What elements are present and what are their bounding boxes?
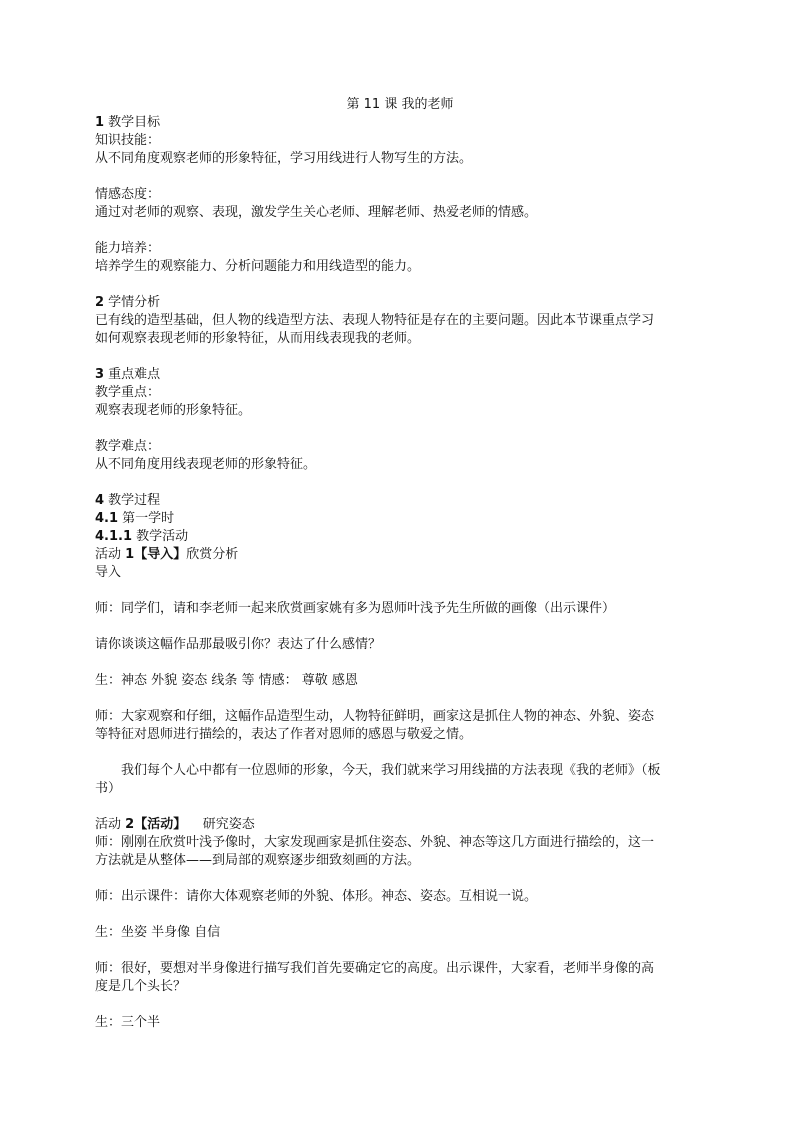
intro-label: 导入 <box>95 565 122 580</box>
section-4-title: 教学过程 <box>104 493 161 508</box>
emotion-label: 情感态度： <box>95 187 161 202</box>
activity-1-tag: 【导入】 <box>134 547 187 562</box>
subsection-4-1-1 <box>95 528 705 546</box>
subsection-4-1-number: 4.1 <box>95 511 119 526</box>
section-1-number: 1 <box>95 115 105 130</box>
document-page <box>95 96 705 1032</box>
ability-text: 培养学生的观察能力、分析问题能力和用线造型的能力。 <box>95 259 421 274</box>
difficulty-text: 从不同角度用线表现老师的形象特征。 <box>95 457 317 472</box>
activity-2-heading <box>95 816 705 834</box>
section-1-title: 教学目标 <box>104 115 161 130</box>
activity-1-heading <box>95 546 705 564</box>
paragraph-teacher-5-line-2: 度是几个头长？ <box>95 979 187 994</box>
paragraph-teacher-5-line-1: 师：很好，要想对半身像进行描写我们首先要确定它的高度。出示课件，大家看，老师半身像的高 <box>95 961 655 976</box>
ability-label: 能力培养： <box>95 241 161 256</box>
activity-2-title: 研究姿态 <box>186 817 255 832</box>
paragraph-intro-line-2: 书） <box>95 781 122 796</box>
section-2-heading <box>95 294 705 312</box>
paragraph-teacher-3-line-1: 师：刚刚在欣赏叶浅予像时，大家发现画家是抓住姿态、外貌、神态等这几方面进行描绘的，这一 <box>95 835 655 850</box>
subsection-4-1-1-title: 教学活动 <box>132 529 189 544</box>
emotion-text: 通过对老师的观察、表现，激发学生关心老师、理解老师、热爱老师的情感。 <box>95 205 538 220</box>
section-2-number: 2 <box>95 295 105 310</box>
section-3-heading <box>95 366 705 384</box>
section-4-heading <box>95 492 705 510</box>
subsection-4-1-1-number: 4.1.1 <box>95 529 133 544</box>
subsection-4-1-title: 第一学时 <box>118 511 175 526</box>
activity-1-title: 欣赏分析 <box>186 547 239 562</box>
analysis-line-2: 如何观察表现老师的形象特征，从而用线表现我的老师。 <box>95 331 421 346</box>
activity-2-prefix: 活动 <box>95 817 126 832</box>
knowledge-text: 从不同角度观察老师的形象特征，学习用线进行人物写生的方法。 <box>95 151 473 166</box>
paragraph-question: 请你谈谈这幅作品那最吸引你？表达了什么感情？ <box>95 637 382 652</box>
paragraph-teacher-4: 师：出示课件：请你大体观察老师的外貌、体形。神态、姿态。互相说一说。 <box>95 889 538 904</box>
activity-1-prefix: 活动 <box>95 547 126 562</box>
paragraph-student-3: 生：三个半 <box>95 1015 161 1030</box>
paragraph-teacher-2-line-2: 等特征对恩师进行描绘的，表达了作者对恩师的感恩与敬爱之情。 <box>95 727 473 742</box>
section-4-number: 4 <box>95 493 105 508</box>
knowledge-label: 知识技能： <box>95 133 161 148</box>
analysis-line-1: 已有线的造型基础，但人物的线造型方法、表现人物特征是存在的主要问题。因此本节课重点学习 <box>95 313 655 328</box>
paragraph-teacher-1: 师：同学们，请和李老师一起来欣赏画家姚有多为恩师叶浅予先生所做的画像（出示课件） <box>95 601 616 616</box>
paragraph-student-1: 生：神态 外貌 姿态 线条 等 情感： 尊敬 感恩 <box>95 673 358 688</box>
paragraph-teacher-3-line-2: 方法就是从整体——到局部的观察逐步细致刻画的方法。 <box>95 853 421 868</box>
section-2-title: 学情分析 <box>104 295 161 310</box>
activity-1-number: 1 <box>125 547 135 562</box>
activity-2-tag: 【活动】 <box>134 817 187 832</box>
activity-2-number: 2 <box>125 817 135 832</box>
section-1-heading <box>95 114 705 132</box>
key-point-label: 教学重点： <box>95 385 161 400</box>
page-title: 第 11 课 我的老师 <box>346 97 454 112</box>
paragraph-teacher-2-line-1: 师：大家观察和仔细，这幅作品造型生动，人物特征鲜明，画家这是抓住人物的神态、外貌、姿态 <box>95 709 655 724</box>
paragraph-student-2: 生：坐姿 半身像 自信 <box>95 925 221 940</box>
subsection-4-1 <box>95 510 705 528</box>
key-point-text: 观察表现老师的形象特征。 <box>95 403 252 418</box>
section-3-number: 3 <box>95 367 105 382</box>
section-3-title: 重点难点 <box>104 367 161 382</box>
difficulty-label: 教学难点： <box>95 439 161 454</box>
paragraph-intro-line-1: 我们每个人心中都有一位恩师的形象，今天，我们就来学习用线描的方法表现《我的老师》（板 <box>121 763 661 778</box>
